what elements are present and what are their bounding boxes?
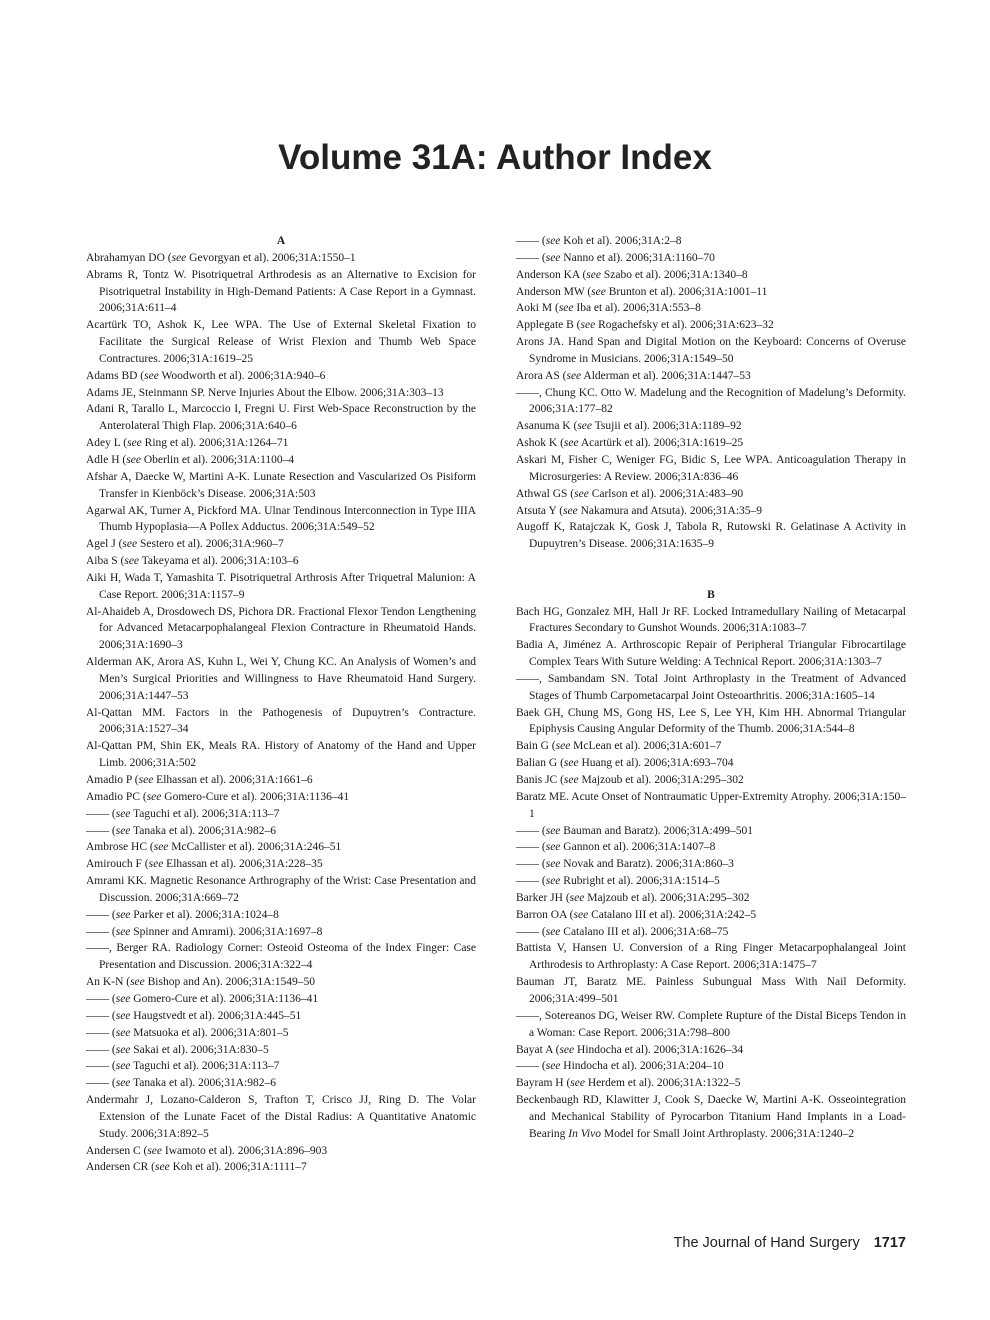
journal-name: The Journal of Hand Surgery xyxy=(673,1235,860,1251)
index-entry: —— (see Novak and Baratz). 2006;31A:860–3 xyxy=(516,858,734,871)
index-entry: Amadio PC (see Gomero-Cure et al). 2006;31A:1136–41 xyxy=(86,790,350,803)
index-entry: Barron OA (see Catalano III et al). 2006;31A:242–5 xyxy=(516,908,757,921)
index-entry: Aiba S (see Takeyama et al). 2006;31A:103–6 xyxy=(86,555,299,568)
index-entry: Adey L (see Ring et al). 2006;31A:1264–71 xyxy=(86,437,289,450)
left-column xyxy=(86,233,476,1176)
index-entry: Afshar A, Daecke W, Martini A-K. Lunate Resection and Vascularized Os Pisiform Transfer in Kienböck’s Disease. 2006;31A:503 xyxy=(86,470,476,500)
index-entry: Andersen CR (see Koh et al). 2006;31A:1111–7 xyxy=(86,1161,307,1174)
index-entry: Badia A, Jiménez A. Arthroscopic Repair of Peripheral Triangular Fibrocartilage Complex Tears With Suture Welding: A Technical Report. 2006;31A:1303–7 xyxy=(516,639,906,669)
page-footer xyxy=(674,1235,906,1251)
index-entry: Barker JH (see Majzoub et al). 2006;31A:295–302 xyxy=(516,891,750,904)
index-entry: Bach HG, Gonzalez MH, Hall Jr RF. Locked Intramedullary Nailing of Metacarpal Fractures Secondary to Gunshot Wounds. 2006;31A:1083–7 xyxy=(516,605,906,635)
index-entry: Athwal GS (see Carlson et al). 2006;31A:483–90 xyxy=(516,487,744,500)
index-entry: —— (see Catalano III et al). 2006;31A:68–75 xyxy=(516,925,729,938)
index-entry: Battista V, Hansen U. Conversion of a Ring Finger Metacarpophalangeal Joint Arthrodesis to Arthroplasty: A Case Report. 2006;31A:1475–7 xyxy=(516,942,906,972)
index-entry: —— (see Parker et al). 2006;31A:1024–8 xyxy=(86,908,279,921)
index-entry: Applegate B (see Rogachefsky et al). 2006;31A:623–32 xyxy=(516,319,774,332)
index-entry: Anderson MW (see Brunton et al). 2006;31A:1001–11 xyxy=(516,285,768,298)
index-entry: —— (see Bauman and Baratz). 2006;31A:499–501 xyxy=(516,824,753,837)
index-entry: Banis JC (see Majzoub et al). 2006;31A:295–302 xyxy=(516,774,744,786)
index-entry: ——, Sambandam SN. Total Joint Arthroplasty in the Treatment of Advanced Stages of Thumb Carpometacarpal Joint Osteoarthritis. 2006;31A:1605–14 xyxy=(516,672,906,702)
index-entry: Aoki M (see Iba et al). 2006;31A:553–8 xyxy=(516,302,701,315)
index-entry: Andermahr J, Lozano-Calderon S, Trafton T, Crisco JJ, Ring D. The Volar Extension of the Lunate Facet of the Distal Radius: A Quantitative Anatomic Study. 2006;31A:892–5 xyxy=(86,1094,476,1140)
index-entry: Agarwal AK, Turner A, Pickford MA. Ulnar Tendinous Interconnection in Type IIIA Thumb Hypoplasia—A Pollex Adductus. 2006;31A:549–52 xyxy=(86,504,476,534)
index-entry: Bain G (see McLean et al). 2006;31A:601–7 xyxy=(516,740,722,753)
index-entry: Atsuta Y (see Nakamura and Atsuta). 2006;31A:35–9 xyxy=(516,504,763,517)
index-entry: ——, Chung KC. Otto W. Madelung and the Recognition of Madelung’s Deformity. 2006;31A:177–82 xyxy=(516,386,906,416)
index-entry: Amadio P (see Elhassan et al). 2006;31A:1661–6 xyxy=(86,774,313,786)
index-entry: Acartürk TO, Ashok K, Lee WPA. The Use of External Skeletal Fixation to Facilitate the Surgical Release of Wrist Flexion and Thumb Web Space Contractures. 2006;31A:1619–25 xyxy=(86,319,476,365)
index-entry: Adani R, Tarallo L, Marcoccio I, Fregni U. First Web-Space Reconstruction by the Anterolateral Thigh Flap. 2006;31A:640–6 xyxy=(86,403,476,433)
index-entry: Adams BD (see Woodworth et al). 2006;31A:940–6 xyxy=(86,369,326,382)
index-entry: —— (see Taguchi et al). 2006;31A:113–7 xyxy=(86,1060,280,1073)
index-entry: Bayat A (see Hindocha et al). 2006;31A:1626–34 xyxy=(516,1043,744,1056)
index-entry: Beckenbaugh RD, Klawitter J, Cook S, Daecke W, Martini A-K. Osseointegration and Mechanical Stability of Pyrocarbon Titanium Hand Implants in a Load-Bearing In Vivo Model for Small Joint Arthroplasty. 2006;31A:1240–2 xyxy=(516,1094,906,1140)
right-column xyxy=(516,233,906,1143)
index-entry: Asanuma K (see Tsujii et al). 2006;31A:1189–92 xyxy=(516,420,742,433)
index-entry: Baratz ME. Acute Onset of Nontraumatic Upper-Extremity Atrophy. 2006;31A:150–1 xyxy=(516,790,906,820)
index-entry: —— (see Hindocha et al). 2006;31A:204–10 xyxy=(516,1060,724,1073)
index-entry: —— (see Haugstvedt et al). 2006;31A:445–51 xyxy=(86,1009,302,1022)
index-entry: —— (see Taguchi et al). 2006;31A:113–7 xyxy=(86,807,280,820)
index-entry: Al-Ahaideb A, Drosdowech DS, Pichora DR. Fractional Flexor Tendon Lengthening for Advanced Metacarpophalangeal Flexion Contracture in Rheumatoid Hands. 2006;31A:1690–3 xyxy=(86,605,476,652)
index-entry: Arons JA. Hand Span and Digital Motion on the Keyboard: Concerns of Overuse Syndrome in Musicians. 2006;31A:1549–50 xyxy=(516,336,906,365)
index-entry: Balian G (see Huang et al). 2006;31A:693–704 xyxy=(516,757,734,770)
index-entry: Ashok K (see Acartürk et al). 2006;31A:1619–25 xyxy=(516,437,744,450)
index-entry: An K-N (see Bishop and An). 2006;31A:1549–50 xyxy=(86,976,316,989)
index-entry: ——, Sotereanos DG, Weiser RW. Complete Rupture of the Distal Biceps Tendon in a Woman: Case Report. 2006;31A:798–800 xyxy=(516,1009,906,1039)
index-entry: Adle H (see Oberlin et al). 2006;31A:1100–4 xyxy=(86,453,295,466)
index-entry: Abrahamyan DO (see Gevorgyan et al). 2006;31A:1550–1 xyxy=(86,251,356,264)
index-entry: ——, Berger RA. Radiology Corner: Osteoid Osteoma of the Index Finger: Case Presentation and Discussion. 2006;31A:322–4 xyxy=(86,942,476,972)
index-entry: Al-Qattan MM. Factors in the Pathogenesis of Dupuytren’s Contracture. 2006;31A:1527–34 xyxy=(86,706,476,736)
index-entry: Alderman AK, Arora AS, Kuhn L, Wei Y, Chung KC. An Analysis of Women’s and Men’s Surgical Priorities and Willingness to Have Rheumatoid Hand Surgery. 2006;31A:1447–53 xyxy=(86,656,476,702)
section-gap xyxy=(516,553,906,587)
section-letter: A xyxy=(276,235,286,247)
index-entry: Al-Qattan PM, Shin EK, Meals RA. History of Anatomy of the Hand and Upper Limb. 2006;31A:502 xyxy=(86,740,476,770)
index-entry: —— (see Matsuoka et al). 2006;31A:801–5 xyxy=(86,1026,289,1039)
page-number: 1717 xyxy=(873,1235,906,1251)
index-entry: —— (see Koh et al). 2006;31A:2–8 xyxy=(516,235,682,247)
index-entry: Bauman JT, Baratz ME. Painless Subungual Mass With Nail Deformity. 2006;31A:499–501 xyxy=(516,976,906,1005)
index-entry: Bayram H (see Herdem et al). 2006;31A:1322–5 xyxy=(516,1077,741,1090)
index-entry: Askari M, Fisher C, Weniger FG, Bidic S, Lee WPA. Anticoagulation Therapy in Microsurgeries: A Review. 2006;31A:836–46 xyxy=(516,453,906,483)
index-entry: Aiki H, Wada T, Yamashita T. Pisotriquetral Arthrosis After Triquetral Malunion: A Case Report. 2006;31A:1157–9 xyxy=(86,571,476,601)
index-entry: —— (see Tanaka et al). 2006;31A:982–6 xyxy=(86,1077,276,1090)
index-entry: —— (see Spinner and Amrami). 2006;31A:1697–8 xyxy=(86,925,323,938)
index-entry: Amrami KK. Magnetic Resonance Arthrography of the Wrist: Case Presentation and Discussion. 2006;31A:669–72 xyxy=(86,875,476,904)
index-entry: —— (see Gomero-Cure et al). 2006;31A:1136–41 xyxy=(86,992,319,1005)
index-entry: —— (see Sakai et al). 2006;31A:830–5 xyxy=(86,1043,269,1056)
index-entry: Andersen C (see Iwamoto et al). 2006;31A:896–903 xyxy=(86,1144,328,1157)
index-entry: Arora AS (see Alderman et al). 2006;31A:1447–53 xyxy=(516,369,751,382)
index-entry: Amirouch F (see Elhassan et al). 2006;31A:228–35 xyxy=(86,858,323,871)
index-entry: —— (see Rubright et al). 2006;31A:1514–5 xyxy=(516,875,720,888)
index-entry: Abrams R, Tontz W. Pisotriquetral Arthrodesis as an Alternative to Excision for Pisotriquetral Instability in High-Demand Patients: A Case Report in a Gymnast. 2006;31A:611–4 xyxy=(86,268,476,315)
section-letter: B xyxy=(707,588,715,601)
index-entry: Adams JE, Steinmann SP. Nerve Injuries About the Elbow. 2006;31A:303–13 xyxy=(86,386,444,399)
index-entry: Agel J (see Sestero et al). 2006;31A:960–7 xyxy=(86,538,284,551)
page-title: Volume 31A: Author Index xyxy=(278,138,712,177)
index-entry: —— (see Gannon et al). 2006;31A:1407–8 xyxy=(516,841,716,854)
index-entry: —— (see Tanaka et al). 2006;31A:982–6 xyxy=(86,824,276,837)
index-entry: Baek GH, Chung MS, Gong HS, Lee S, Lee YH, Kim HH. Abnormal Triangular Epiphysis Causing Angular Deformity of the Thumb. 2006;31A:544–8 xyxy=(516,706,906,736)
index-entry: Anderson KA (see Szabo et al). 2006;31A:1340–8 xyxy=(516,268,748,281)
index-entry: Augoff K, Ratajczak K, Gosk J, Tabola R, Rutowski R. Gelatinase A Activity in Dupuytren’s Disease. 2006;31A:1635–9 xyxy=(516,521,906,551)
index-entry: —— (see Nanno et al). 2006;31A:1160–70 xyxy=(516,251,715,264)
index-entry: Ambrose HC (see McCallister et al). 2006;31A:246–51 xyxy=(86,841,342,854)
